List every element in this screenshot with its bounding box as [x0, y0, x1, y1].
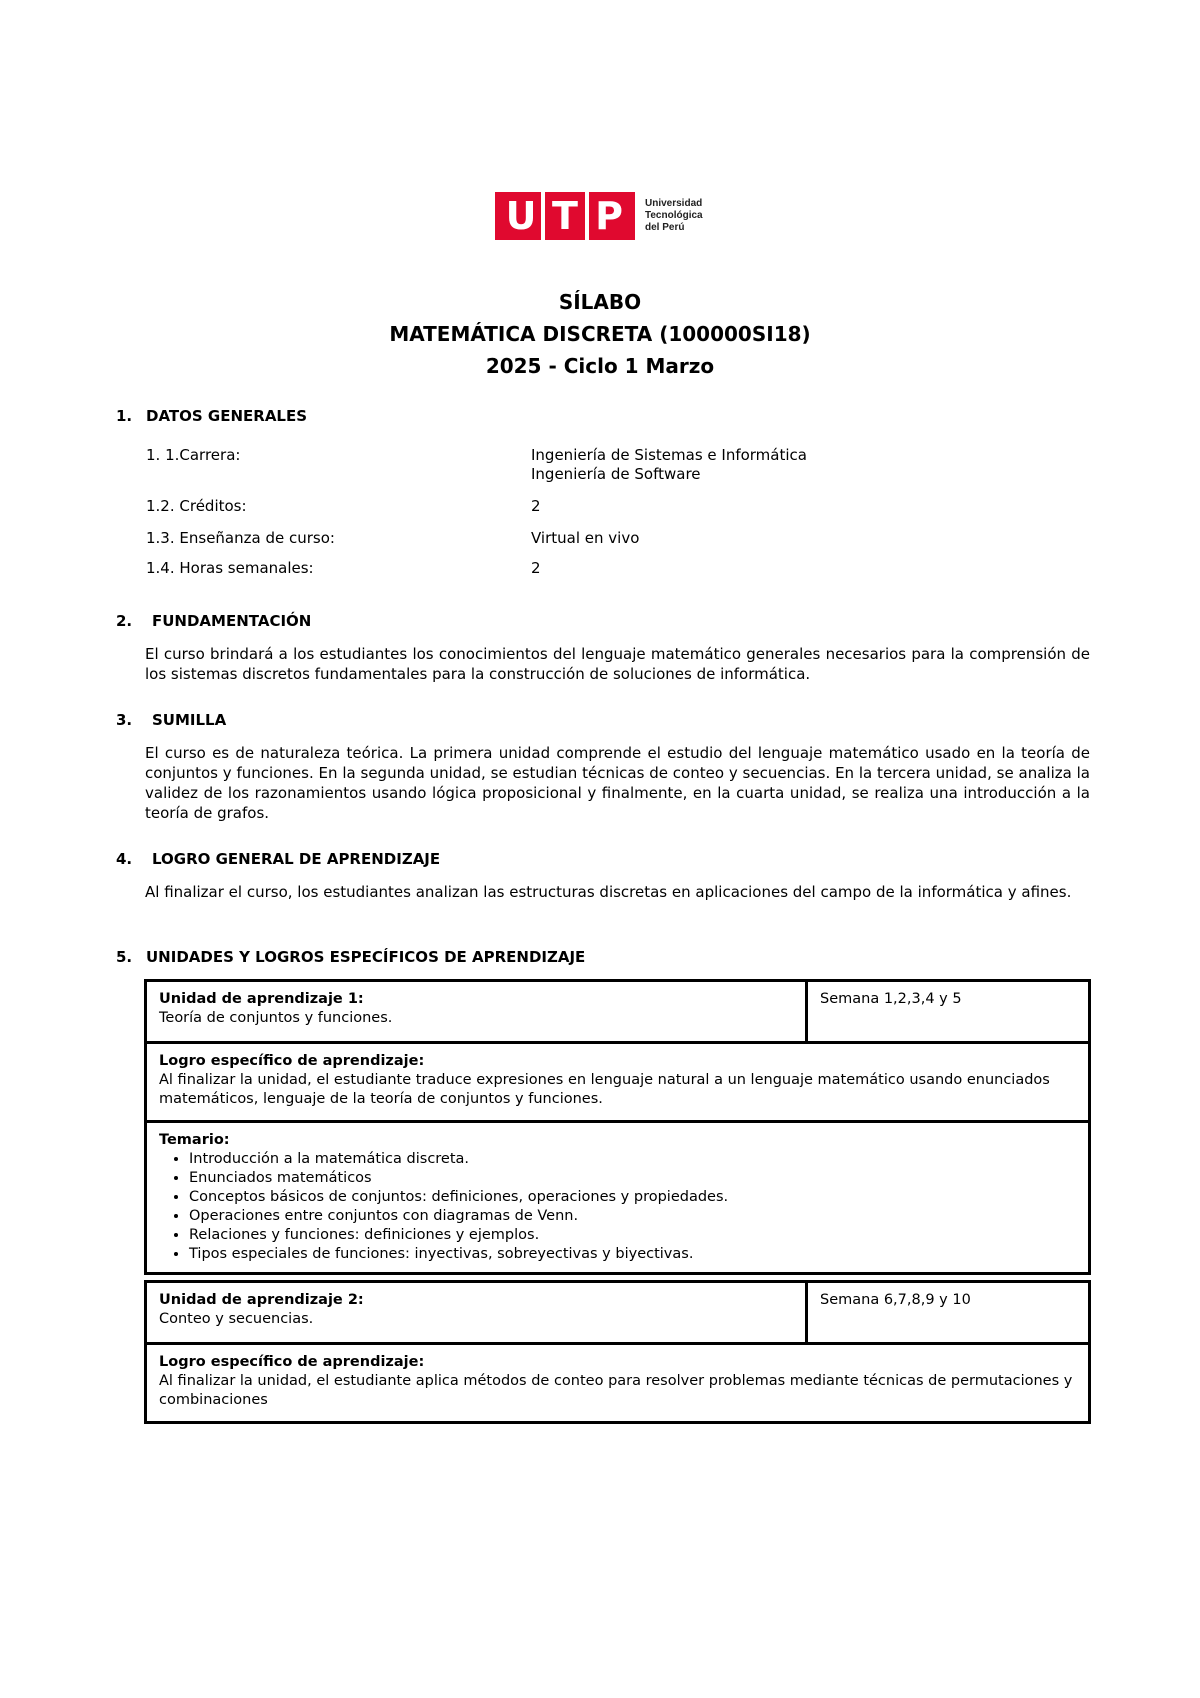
unit-2-header-cell — [146, 1282, 807, 1344]
section-2-heading: 2. FUNDAMENTACIÓN — [116, 612, 312, 630]
unit-2-label: Unidad de aprendizaje 2: — [159, 1292, 364, 1308]
unit-1-name: Teoría de conjuntos y funciones. — [159, 1010, 393, 1026]
course-title: MATEMÁTICA DISCRETA (100000SI18) — [389, 322, 811, 346]
horas-label: 1.4. Horas semanales: — [146, 559, 314, 577]
unit-1-table — [144, 979, 1091, 1275]
list-item: • Operaciones entre conjuntos con diagramas de Venn. — [189, 1207, 1078, 1226]
cycle-title: 2025 - Ciclo 1 Marzo — [485, 354, 715, 378]
carrera-value-1: Ingeniería de Sistemas e Informática — [531, 446, 807, 464]
unit-1-header-cell — [146, 981, 807, 1043]
logo-letter-p: P — [595, 194, 623, 238]
logo-letter-t: T — [552, 194, 578, 238]
section-5-heading: 5. UNIDADES Y LOGROS ESPECÍFICOS DE APRENDIZAJE — [116, 948, 586, 966]
list-item: • Conceptos básicos de conjuntos: definiciones, operaciones y propiedades. — [189, 1188, 1078, 1207]
fundamentacion-text: El curso brindará a los estudiantes los conocimientos del lenguaje matemático generales necesarios para la comprensión de los sistemas discretos fundamentales para la construcción de soluciones de informática. — [145, 645, 1090, 683]
logo-box — [495, 192, 635, 240]
unit-1-weeks-cell — [807, 981, 1090, 1043]
unit-1-temario-cell — [146, 1122, 1090, 1274]
unit-1-temario-label: Temario: — [159, 1132, 230, 1148]
logro-general-text: Al finalizar el curso, los estudiantes analizan las estructuras discretas en aplicaciones del campo de la informática y afines. — [145, 883, 1072, 901]
creditos-label: 1.2. Créditos: — [146, 497, 247, 515]
section-3-heading: 3. SUMILLA — [116, 711, 227, 729]
list-item: • Enunciados matemáticos — [189, 1169, 1078, 1188]
doc-title: SÍLABO — [558, 290, 642, 314]
carrera-value-2: Ingeniería de Software — [531, 465, 701, 483]
list-item: • Introducción a la matemática discreta. — [189, 1150, 1078, 1169]
carrera-label: 1. 1.Carrera: — [146, 446, 241, 464]
list-item: • Relaciones y funciones: definiciones y ejemplos. — [189, 1226, 1078, 1245]
utp-logo — [495, 192, 703, 240]
logo-text: Universidad Tecnológica del Perú — [645, 198, 703, 233]
logo-letter-u: U — [505, 194, 537, 238]
unit-2-name: Conteo y secuencias. — [159, 1311, 314, 1327]
creditos-value: 2 — [531, 497, 541, 515]
list-item: • Tipos especiales de funciones: inyectivas, sobreyectivas y biyectivas. — [189, 1245, 1078, 1264]
ensenanza-label: 1.3. Enseñanza de curso: — [146, 529, 335, 547]
horas-value: 2 — [531, 559, 541, 577]
unit-1-logro-cell — [146, 1043, 1090, 1122]
unit-2-weeks: Semana 6,7,8,9 y 10 — [820, 1292, 971, 1308]
unit-1-logro-text: Al finalizar la unidad, el estudiante traduce expresiones en lenguaje natural a un lenguaje matemático usando enunciados matemáticos, lenguaje de la teoría de conjuntos y funciones. — [159, 1072, 1050, 1107]
unit-2-table — [144, 1280, 1091, 1424]
unit-2-logro-label: Logro específico de aprendizaje: — [159, 1354, 425, 1370]
unit-1-logro-label: Logro específico de aprendizaje: — [159, 1053, 425, 1069]
unit-2-logro-text: Al finalizar la unidad, el estudiante aplica métodos de conteo para resolver problemas mediante técnicas de permutaciones y combinaciones — [159, 1373, 1073, 1408]
unit-2-weeks-cell — [807, 1282, 1090, 1344]
unit-1-label: Unidad de aprendizaje 1: — [159, 991, 364, 1007]
unit-2-logro-cell — [146, 1344, 1090, 1423]
unit-1-weeks: Semana 1,2,3,4 y 5 — [820, 991, 962, 1007]
unit-1-temario-list — [159, 1150, 1078, 1264]
section-4-heading: 4. LOGRO GENERAL DE APRENDIZAJE — [116, 850, 441, 868]
sumilla-text: El curso es de naturaleza teórica. La primera unidad comprende el estudio del lenguaje matemático usado en la teoría de conjuntos y funciones. En la segunda unidad, se estudian técnicas de conteo y secuencias. En la tercera unidad, se analiza la validez de los razonamientos usando lógica proposicional y finalmente, en la cuarta unidad, se realiza una introducción a la teoría de grafos. — [145, 744, 1090, 822]
ensenanza-value: Virtual en vivo — [531, 529, 640, 547]
section-1-heading: 1. DATOS GENERALES — [116, 407, 308, 425]
